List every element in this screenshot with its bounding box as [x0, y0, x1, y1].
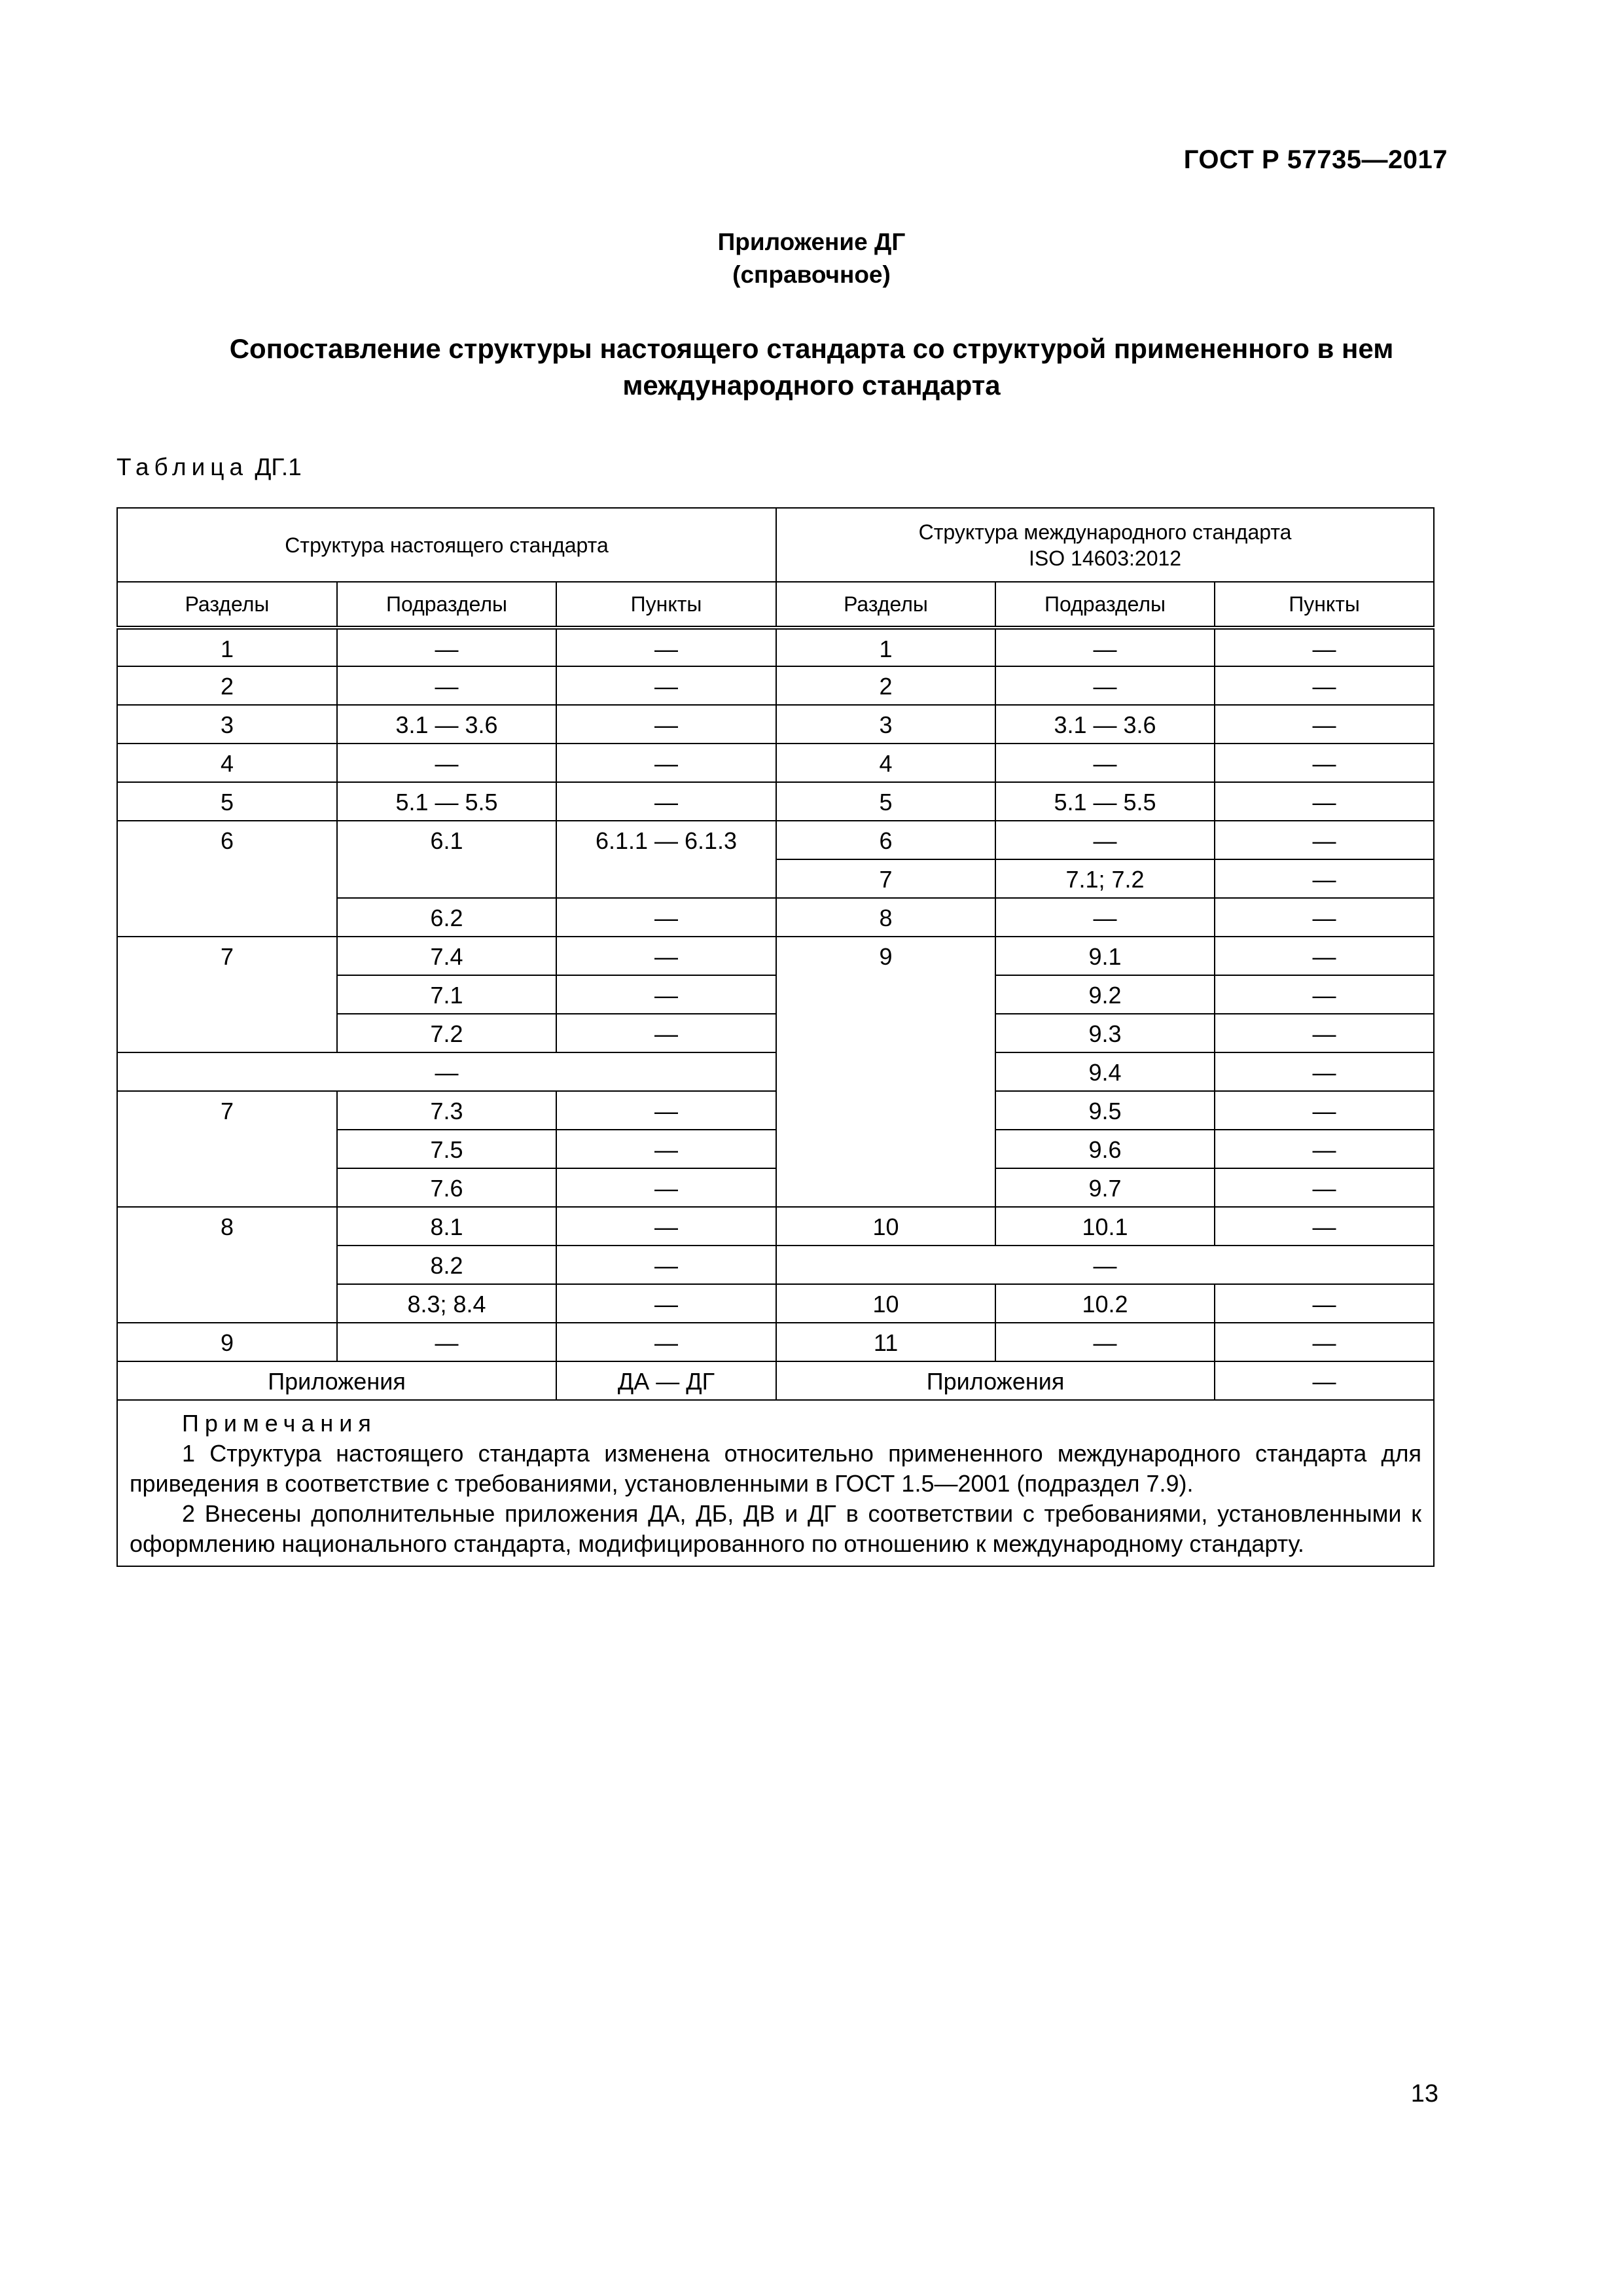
- table-cell: 9.1: [995, 937, 1215, 975]
- col-header-subsections-international: Подразделы: [995, 582, 1215, 628]
- table-cell: —: [1215, 1130, 1434, 1168]
- table-cell: —: [1215, 705, 1434, 744]
- table-cell: 9: [117, 1323, 337, 1361]
- table-cell: 9.6: [995, 1130, 1215, 1168]
- table-group-header-row: [117, 508, 1434, 582]
- table-cell: —: [556, 1130, 776, 1168]
- table-row: [117, 1052, 1434, 1091]
- document-code: ГОСТ Р 57735—2017: [1183, 145, 1448, 174]
- table-cell: 7.4: [337, 937, 556, 975]
- table-cell: 7.1; 7.2: [995, 859, 1215, 898]
- table-cell: —: [1215, 1323, 1434, 1361]
- group-header-international-line-2: ISO 14603:2012: [1029, 546, 1182, 570]
- table-cell: —: [556, 628, 776, 666]
- col-header-clauses-national: Пункты: [556, 582, 776, 628]
- table-cell: 9.5: [995, 1091, 1215, 1130]
- table-cell: —: [556, 1284, 776, 1323]
- table-cell: —: [776, 1246, 1434, 1284]
- table-cell: —: [1215, 1207, 1434, 1246]
- table-cell: 3: [117, 705, 337, 744]
- table-cell: —: [1215, 666, 1434, 705]
- table-cell: 7.3: [337, 1091, 556, 1130]
- table-cell: —: [337, 1323, 556, 1361]
- table-row: [117, 1207, 1434, 1246]
- table-cell: —: [556, 975, 776, 1014]
- table-cell: —: [337, 628, 556, 666]
- table-cell: —: [556, 937, 776, 975]
- group-header-national: Структура настоящего стандарта: [117, 508, 776, 582]
- group-header-international: [776, 508, 1434, 582]
- table-cell: 8.1: [337, 1207, 556, 1246]
- col-header-subsections-national: Подразделы: [337, 582, 556, 628]
- table-caption-word: Таблица: [116, 454, 249, 480]
- table-cell: —: [556, 1014, 776, 1052]
- note-1: 1 Структура настоящего стандарта изменена относительно примененного международного стандарта для приведения в соответствие с требованиями, установленными в ГОСТ 1.5—2001 (подраздел 7.9).: [130, 1440, 1422, 1497]
- table-cell: —: [556, 705, 776, 744]
- table-cell: 5: [776, 782, 995, 821]
- table-cell: Приложения: [776, 1361, 1215, 1400]
- table-cell: —: [1215, 1361, 1434, 1400]
- table-row: [117, 1323, 1434, 1361]
- table-cell: 7.2: [337, 1014, 556, 1052]
- table-cell: —: [995, 1323, 1215, 1361]
- table-cell: 6.2: [337, 898, 556, 937]
- table-caption: [116, 454, 302, 481]
- table-cell: 5.1 — 5.5: [995, 782, 1215, 821]
- table-cell: 8: [776, 898, 995, 937]
- table-cell: —: [1215, 782, 1434, 821]
- table-row: [117, 821, 1434, 859]
- table-cell: —: [556, 898, 776, 937]
- table-cell: 1: [776, 628, 995, 666]
- table-column-header-row: [117, 582, 1434, 628]
- table-cell: —: [1215, 1168, 1434, 1207]
- table-cell: —: [1215, 937, 1434, 975]
- table-cell: 10.1: [995, 1207, 1215, 1246]
- table-cell: 6: [117, 821, 337, 937]
- table-cell: —: [1215, 1091, 1434, 1130]
- table-notes: [117, 1400, 1434, 1566]
- table-cell: —: [1215, 1014, 1434, 1052]
- table-cell: 8.2: [337, 1246, 556, 1284]
- table-cell: 9.3: [995, 1014, 1215, 1052]
- table-cell: 5.1 — 5.5: [337, 782, 556, 821]
- table-cell: 6.1: [337, 821, 556, 898]
- table-cell: 6: [776, 821, 995, 859]
- table-cell: 9.7: [995, 1168, 1215, 1207]
- table-cell: —: [556, 782, 776, 821]
- table-cell: —: [1215, 1052, 1434, 1091]
- col-header-clauses-international: Пункты: [1215, 582, 1434, 628]
- table-cell: 10: [776, 1207, 995, 1246]
- page-number: 13: [1410, 2080, 1438, 2108]
- table-row: [117, 782, 1434, 821]
- page-title: [0, 331, 1623, 404]
- group-header-international-line-1: Структура международного стандарта: [918, 520, 1292, 544]
- appendix-subtitle: (справочное): [732, 261, 891, 288]
- table-cell: 1: [117, 628, 337, 666]
- table-cell: 7: [117, 1091, 337, 1207]
- appendix-title: Приложение ДГ: [717, 228, 906, 255]
- table-cell: 7.1: [337, 975, 556, 1014]
- table-cell: —: [995, 666, 1215, 705]
- table-row: [117, 744, 1434, 782]
- table-row: [117, 937, 1434, 975]
- table-cell: —: [556, 1168, 776, 1207]
- table-cell: —: [556, 744, 776, 782]
- appendix-heading: [0, 226, 1623, 291]
- table-cell: 7.5: [337, 1130, 556, 1168]
- table-cell: —: [556, 1091, 776, 1130]
- table-cell: 9.4: [995, 1052, 1215, 1091]
- table-cell: —: [995, 821, 1215, 859]
- table-cell: —: [1215, 859, 1434, 898]
- table-cell: —: [1215, 975, 1434, 1014]
- table-cell: 7: [776, 859, 995, 898]
- table-cell: —: [1215, 898, 1434, 937]
- table-notes-row: [117, 1400, 1434, 1566]
- table-cell: 4: [776, 744, 995, 782]
- table-cell: 5: [117, 782, 337, 821]
- table-cell: 3: [776, 705, 995, 744]
- table-cell: —: [556, 1246, 776, 1284]
- table-cell: 11: [776, 1323, 995, 1361]
- table-row: [117, 666, 1434, 705]
- notes-title: Примечания: [182, 1410, 377, 1437]
- table-cell: 9.2: [995, 975, 1215, 1014]
- table-cell: —: [337, 744, 556, 782]
- note-2: 2 Внесены дополнительные приложения ДА, ДБ, ДВ и ДГ в соответствии с требованиями, установленными к оформлению национального стандарта, модифицированного по отношению к международному стандарту.: [130, 1500, 1422, 1557]
- table-cell: 10.2: [995, 1284, 1215, 1323]
- table-cell: 2: [776, 666, 995, 705]
- table-cell: —: [995, 628, 1215, 666]
- table-row: [117, 1361, 1434, 1400]
- table-row: [117, 705, 1434, 744]
- table-cell: 4: [117, 744, 337, 782]
- page-title-line-1: Сопоставление структуры настоящего стандарта со структурой примененного в нем: [229, 333, 1394, 364]
- comparison-table: [116, 507, 1435, 1567]
- table-cell: —: [556, 1323, 776, 1361]
- table-cell: 8.3; 8.4: [337, 1284, 556, 1323]
- table-cell: —: [556, 666, 776, 705]
- table-cell: 3.1 — 3.6: [995, 705, 1215, 744]
- table-cell: —: [1215, 1284, 1434, 1323]
- table-cell: 9: [776, 937, 995, 1207]
- table-row: [117, 628, 1434, 666]
- table-cell: 10: [776, 1284, 995, 1323]
- col-header-sections-international: Разделы: [776, 582, 995, 628]
- table-caption-number: ДГ.1: [255, 454, 302, 480]
- table-cell: —: [337, 666, 556, 705]
- page-title-line-2: международного стандарта: [622, 370, 1001, 401]
- table-cell: ДА — ДГ: [556, 1361, 776, 1400]
- table-cell: —: [1215, 628, 1434, 666]
- table-cell: —: [995, 898, 1215, 937]
- table-cell: —: [995, 744, 1215, 782]
- table-cell: 7: [117, 937, 337, 1052]
- table-cell: 6.1.1 — 6.1.3: [556, 821, 776, 898]
- table-cell: —: [117, 1052, 776, 1091]
- table-cell: 3.1 — 3.6: [337, 705, 556, 744]
- table-cell: 7.6: [337, 1168, 556, 1207]
- table-cell: —: [556, 1207, 776, 1246]
- table-cell: —: [1215, 744, 1434, 782]
- table-cell: Приложения: [117, 1361, 556, 1400]
- table-cell: —: [1215, 821, 1434, 859]
- table-row: [117, 1091, 1434, 1130]
- col-header-sections-national: Разделы: [117, 582, 337, 628]
- table-cell: 8: [117, 1207, 337, 1323]
- table-cell: 2: [117, 666, 337, 705]
